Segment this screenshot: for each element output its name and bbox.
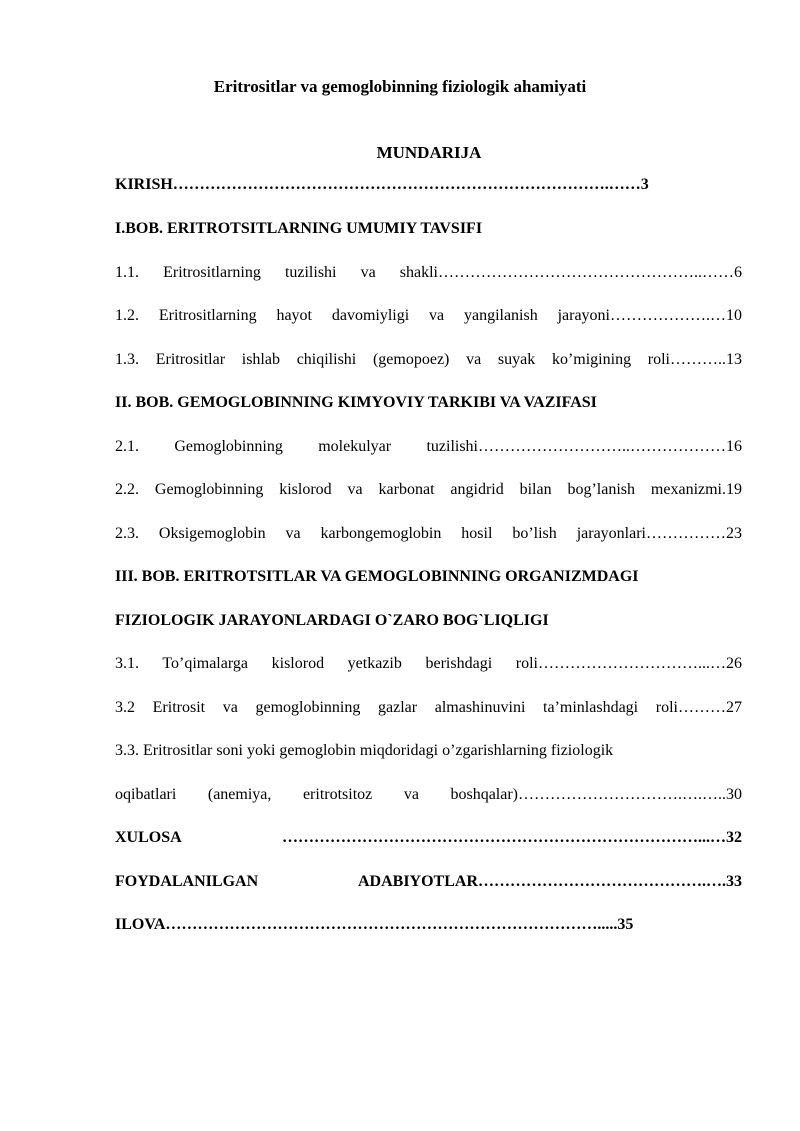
toc-chapter-2-heading: II. BOB. GEMOGLOBINNING KIMYOVIY TARKIBI VA VAZIFASI bbox=[115, 394, 597, 411]
toc-entry-2-2: 2.2. Gemoglobinning kislorod va karbonat angidrid bilan bog’lanish mexanizmi.19 bbox=[115, 481, 742, 498]
toc-heading: MUNDARIJA bbox=[376, 143, 482, 162]
toc-entry-2-3: 2.3. Oksigemoglobin va karbongemoglobin hosil bo’lish jarayonlari……………23 bbox=[115, 525, 742, 542]
toc-entry-3-2: 3.2 Eritrosit va gemoglobinning gazlar almashinuvini ta’minlashdagi roli………27 bbox=[115, 699, 742, 716]
toc-chapter-3-heading-line-1: III. BOB. ERITROTSITLAR VA GEMOGLOBINNING ORGANIZMDAGI bbox=[115, 568, 639, 585]
toc-entry-1-1: 1.1. Eritrositlarning tuzilishi va shakli…………………………………………..……6 bbox=[115, 264, 742, 281]
toc-entry-xulosa: XULOSA ……………………………………………………………………...…32 bbox=[115, 829, 742, 846]
toc-entry-3-3-line-1: 3.3. Eritrositlar soni yoki gemoglobin miqdoridagi o’zgarishlarning fiziologik bbox=[115, 742, 614, 759]
toc-entry-2-1: 2.1. Gemoglobinning molekulyar tuzilishi………………………..………………16 bbox=[115, 438, 742, 455]
toc-chapter-3-heading-line-2: FIZIOLOGIK JARAYONLARDAGI O`ZARO BOG`LIQLIGI bbox=[115, 612, 549, 629]
document-title: Eritrositlar va gemoglobinning fiziologik ahamiyati bbox=[213, 77, 587, 96]
toc-entry-3-3-line-2: oqibatlari (anemiya, eritrotsitoz va boshqalar)………………………….….…..30 bbox=[115, 786, 742, 803]
toc-chapter-1-heading: I.BOB. ERITROTSITLARNING UMUMIY TAVSIFI bbox=[115, 220, 483, 237]
toc-entry-1-2: 1.2. Eritrositlarning hayot davomiyligi va yangilanish jarayoni……………….…10 bbox=[115, 307, 742, 324]
toc-entry-ilova: ILOVA……………………………………………………………………….....35 bbox=[115, 916, 634, 933]
toc-entry-3-1: 3.1. To’qimalarga kislorod yetkazib berishdagi roli…………………………...…26 bbox=[115, 655, 742, 672]
toc-entry-kirish: KIRISH……………………………………………………………………….……3 bbox=[115, 176, 649, 193]
toc-entry-adabiyotlar: FOYDALANILGAN ADABIYOTLAR…………………………………….….33 bbox=[115, 873, 742, 890]
toc-entry-1-3: 1.3. Eritrositlar ishlab chiqilishi (gemopoez) va suyak ko’migining roli………..13 bbox=[115, 351, 742, 368]
